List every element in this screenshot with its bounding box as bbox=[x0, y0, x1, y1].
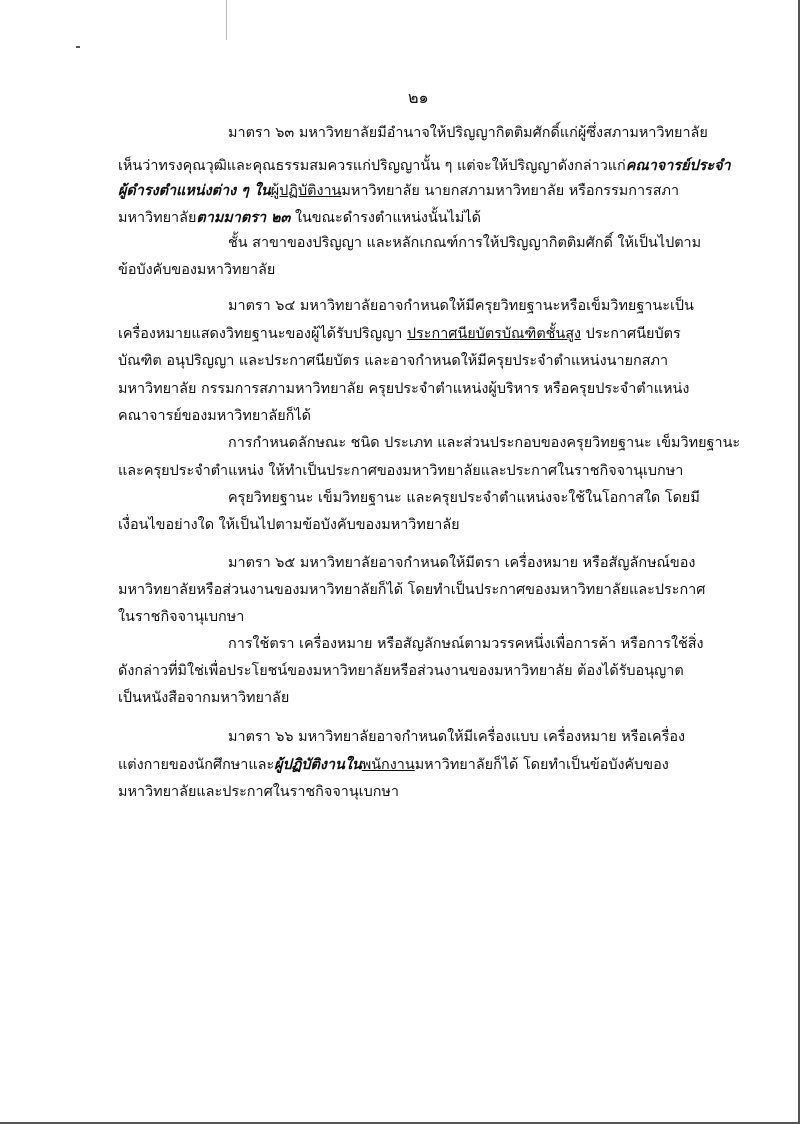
text-line: มหาวิทยาลัยหรือส่วนงานของมหาวิทยาลัยก็ได้ โดยทำเป็นประกาศของมหาวิทยาลัยและประกาศ bbox=[118, 582, 706, 598]
text-line: เครื่องหมายแสดงวิทยฐานะของผู้ได้รับปริญญา ประกาศนียบัตรบัณฑิตชั้นสูง ประกาศนียบัตร bbox=[118, 326, 681, 342]
text-line: เป็นหนังสือจากมหาวิทยาลัย bbox=[118, 690, 290, 706]
text-line: การใช้ตรา เครื่องหมาย หรือสัญลักษณ์ตามวรรคหนึ่งเพื่อการค้า หรือการใช้สิ่ง bbox=[228, 636, 704, 652]
text-line: ในราชกิจจานุเบกษา bbox=[118, 609, 245, 625]
handwritten-insert: คณาจารย์ประจำ bbox=[625, 157, 731, 174]
text-line: ครุยวิทยฐานะ เข็มวิทยฐานะ และครุยประจำตำแหน่งจะใช้ในโอกาสใด โดยมี bbox=[228, 490, 700, 506]
underlined-text: ผู้ปฏิบัติงาน bbox=[270, 183, 342, 199]
text-line: เงื่อนไขอย่างใด ให้เป็นไปตามข้อบังคับของมหาวิทยาลัย bbox=[118, 517, 460, 533]
text-line: มหาวิทยาลัยและประกาศในราชกิจจานุเบกษา bbox=[118, 784, 399, 800]
text-line: แต่งกายของนักศึกษาและผู้ปฏิบัติงานในพนักงานมหาวิทยาลัยก็ได้ โดยทำเป็นข้อบังคับของ bbox=[118, 756, 669, 773]
underlined-text: พนักงาน bbox=[361, 757, 415, 773]
scan-artifact-line bbox=[226, 0, 227, 40]
text-line: และครุยประจำตำแหน่ง ให้ทำเป็นประกาศของมหาวิทยาลัยและประกาศในราชกิจจานุเบกษา bbox=[118, 463, 684, 479]
underlined-text: ประกาศนียบัตรบัณฑิตชั้นสูง bbox=[406, 326, 582, 342]
text-line: คณาจารย์ของมหาวิทยาลัยก็ได้ bbox=[118, 408, 311, 424]
text-line: เห็นว่าทรงคุณวุฒิและคุณธรรมสมควรแก่ปริญญานั้น ๆ แต่จะให้ปริญญาดังกล่าวแก่คณาจารย์ประจำ bbox=[118, 157, 731, 174]
handwritten-insert: ผู้ดำรงตำแหน่งต่าง ๆ ใน bbox=[118, 182, 271, 199]
text-line: มาตรา ๖๔ มหาวิทยาลัยอาจกำหนดให้มีครุยวิทยฐานะหรือเข็มวิทยฐานะเป็น bbox=[228, 298, 694, 314]
text-line: มหาวิทยาลัยตามมาตรา ๒๓ ในขณะดำรงตำแหน่งนั้นไม่ได้ bbox=[118, 209, 481, 226]
text-line: บัณฑิต อนุปริญญา และประกาศนียบัตร และอาจกำหนดให้มีครุยประจำตำแหน่งนายกสภา bbox=[118, 353, 669, 369]
page-number: ๒๑ bbox=[408, 88, 429, 107]
text-line: มหาวิทยาลัย กรรมการสภามหาวิทยาลัย ครุยประจำตำแหน่งผู้บริหาร หรือครุยประจำตำแหน่ง bbox=[118, 381, 690, 397]
handwritten-insert: ตามมาตรา ๒๓ bbox=[196, 209, 291, 226]
text-line: มาตรา ๖๖ มหาวิทยาลัยอาจกำหนดให้มีเครื่องแบบ เครื่องหมาย หรือเครื่อง bbox=[228, 729, 686, 745]
text-line: การกำหนดลักษณะ ชนิด ประเภท และส่วนประกอบของครุยวิทยฐานะ เข็มวิทยฐานะ bbox=[228, 435, 741, 451]
text-line: มาตรา ๖๕ มหาวิทยาลัยอาจกำหนดให้มีตรา เครื่องหมาย หรือสัญลักษณ์ของ bbox=[228, 555, 696, 571]
text-line: มาตรา ๖๓ มหาวิทยาลัยมีอำนาจให้ปริญญากิตติมศักดิ์แก่ผู้ซึ่งสภามหาวิทยาลัย bbox=[228, 125, 708, 141]
scan-artifact-dot bbox=[76, 46, 80, 48]
text-line: ชั้น สาขาของปริญญา และหลักเกณฑ์การให้ปริญญากิตติมศักดิ์ ให้เป็นไปตาม bbox=[228, 235, 702, 251]
text-line: ข้อบังคับของมหาวิทยาลัย bbox=[118, 262, 276, 278]
text-line: ผู้ดำรงตำแหน่งต่าง ๆ ในผู้ปฏิบัติงานมหาวิทยาลัย นายกสภามหาวิทยาลัย หรือกรรมการสภา bbox=[118, 182, 680, 199]
text-line: ดังกล่าวที่มิใช่เพื่อประโยชน์ของมหาวิทยาลัยหรือส่วนงานของมหาวิทยาลัย ต้องได้รับอนุญาต bbox=[118, 663, 684, 679]
handwritten-insert: ผู้ปฏิบัติงานใน bbox=[274, 756, 362, 773]
